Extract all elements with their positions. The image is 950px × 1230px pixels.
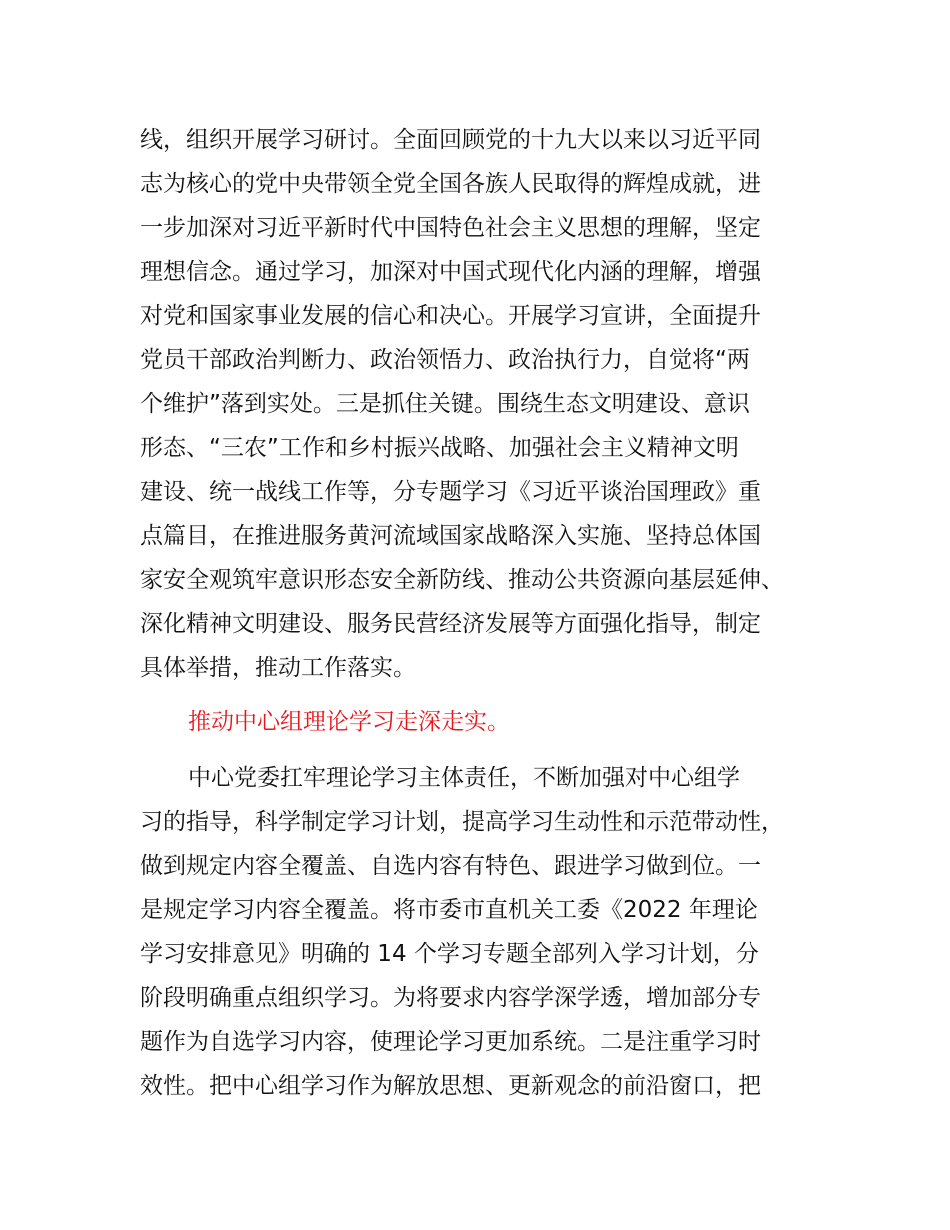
- body-text-line: 一步加深对习近平新时代中国特色社会主义思想的理解，坚定: [140, 215, 761, 241]
- body-text-line: 个维护”落到实处。三是抓住关键。围绕生态文明建设、意识: [140, 391, 750, 417]
- body-text-line: 家安全观筑牢意识形态安全新防线、推动公共资源向基层延伸、: [140, 567, 784, 593]
- body-text-line: 线，组织开展学习研讨。全面回顾党的十九大以来以习近平同: [140, 127, 761, 153]
- body-text-line: 志为核心的党中央带领全党全国各族人民取得的辉煌成就，进: [140, 171, 761, 197]
- body-text-line: 做到规定内容全覆盖、自选内容有特色、跟进学习做到位。一: [140, 853, 761, 879]
- body-text-line: 习的指导，科学制定学习计划，提高学习生动性和示范带动性，: [140, 809, 784, 835]
- body-text-line: 建设、统一战线工作等，分专题学习《习近平谈治国理政》重: [140, 479, 761, 505]
- section-heading: 推动中心组理论学习走深走实。: [188, 709, 510, 735]
- body-text-line: 阶段明确重点组织学习。为将要求内容学深学透，增加部分专: [140, 985, 761, 1011]
- body-text-line: 形态、“三农”工作和乡村振兴战略、加强社会主义精神文明: [140, 435, 739, 461]
- body-text-line: 题作为自选学习内容，使理论学习更加系统。二是注重学习时: [140, 1029, 761, 1055]
- body-text-line: 深化精神文明建设、服务民营经济发展等方面强化指导，制定: [140, 611, 761, 637]
- body-text-line: 学习安排意见》明确的 14 个学习专题全部列入学习计划，分: [140, 941, 759, 967]
- body-text-line: 效性。把中心组学习作为解放思想、更新观念的前沿窗口，把: [140, 1073, 761, 1099]
- body-text-line: 党员干部政治判断力、政治领悟力、政治执行力，自觉将“两: [140, 347, 750, 373]
- body-text-line: 理想信念。通过学习，加深对中国式现代化内涵的理解，增强: [140, 259, 761, 285]
- body-text-line: 具体举措，推动工作落实。: [140, 655, 416, 681]
- body-text-line: 点篇目，在推进服务黄河流域国家战略深入实施、坚持总体国: [140, 523, 761, 549]
- body-text-line: 是规定学习内容全覆盖。将市委市直机关工委《2022 年理论: [140, 897, 758, 923]
- body-text-line: 对党和国家事业发展的信心和决心。开展学习宣讲，全面提升: [140, 303, 761, 329]
- body-text-line: 中心党委扛牢理论学习主体责任，不断加强对中心组学: [188, 765, 740, 791]
